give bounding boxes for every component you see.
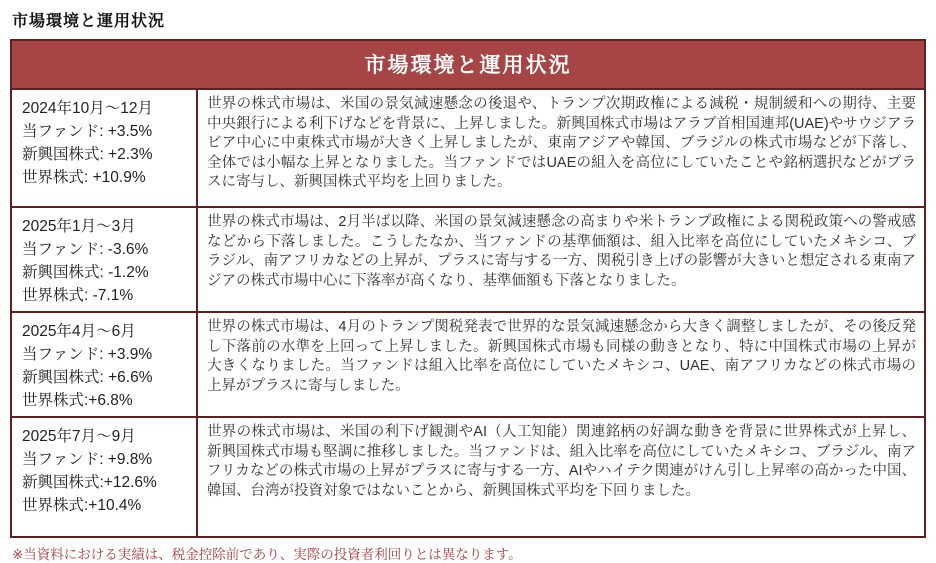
- period-label: 2025年7月～9月: [22, 428, 136, 445]
- commentary-text: 世界の株式市場は、米国の景気減速懸念の後退や、トランプ次期政権による減税・規制緩和への期待、主要中央銀行による利下げなどを背景に、上昇しました。新興国株式市場はアラブ首相国連邦(UAE)やサウジアラビア中心に中東株式市場が大きく上昇しましたが、東南アジアや韓国、ブラジルの株式市場などが下落し、全体では小幅な上昇となりました。当ファンドではUAEの組入を高位にしていたことや銘柄選択などがプラスに寄与し、新興国株式平均を上回りました。: [207, 96, 916, 190]
- commentary-text: 世界の株式市場は、米国の利下げ観測やAI（人工知能）関連銘柄の好調な動きを背景に世界株式が上昇し、新興国株式市場も堅調に推移しました。当ファンドは、組入比率を高位にしていたメキシコ、ブラジル、南アフリカなどの株式市場の上昇がプラスに寄与する一方、AIやハイテク関連がけん引し上昇率の高かった中国、韓国、台湾が投資対象ではないことから、新興国株式平均を下回りました。: [207, 424, 916, 499]
- table-row: [12, 208, 924, 313]
- period-summary-cell: [12, 90, 198, 206]
- fund-return: 当ファンド: +9.8%: [22, 451, 153, 468]
- period-label: 2024年10月～12月: [22, 100, 153, 117]
- period-summary-cell: [12, 313, 198, 416]
- world-return: 世界株式: -7.1%: [22, 287, 134, 304]
- emerging-return: 新興国株式: +2.3%: [22, 146, 153, 163]
- commentary-text: 世界の株式市場は、2月半ば以降、米国の景気減速懸念の高まりや米トランプ政権による関税政策への警戒感などから下落しました。こうしたなか、当ファンドの基準価額は、組入比率を高位にしていたメキシコ、ブラジル、南アフリカなどの上昇が、プラスに寄与する一方、関税引き上げの影響が大きいと想定される東南アジアの株式市場中心に下落率が高くなり、基準価額も下落となりました。: [207, 214, 916, 289]
- emerging-return: 新興国株式:+12.6%: [22, 474, 157, 491]
- table-header-title: 市場環境と運用状況: [12, 41, 924, 90]
- emerging-return: 新興国株式: -1.2%: [22, 264, 149, 281]
- fund-return: 当ファンド: -3.6%: [22, 241, 149, 258]
- table-row: [12, 313, 924, 418]
- period-label: 2025年4月～6月: [22, 323, 136, 340]
- commentary-text: 世界の株式市場は、4月のトランプ関税発表で世界的な景気減速懸念から大きく調整しましたが、その後反発し下落前の水準を上回って上昇しました。新興国株式市場も同様の動きとなり、特に中国株式市場の上昇が大きくなりました。当ファンドは組入比率を高位にしていたメキシコ、UAE、南アフリカなどの株式市場の上昇がプラスに寄与しました。: [207, 319, 916, 394]
- period-label: 2025年1月～3月: [22, 218, 136, 235]
- period-summary-cell: [12, 418, 198, 536]
- period-summary-cell: [12, 208, 198, 311]
- footnote: ※当資料における実績は、税金控除前であり、実際の投資者利回りとは異なります。: [12, 547, 522, 562]
- fund-return: 当ファンド: +3.5%: [22, 123, 153, 140]
- world-return: 世界株式: +10.9%: [22, 169, 146, 186]
- market-report-table: [10, 39, 926, 538]
- world-return: 世界株式:+10.4%: [22, 497, 142, 514]
- table-row: [12, 418, 924, 536]
- world-return: 世界株式:+6.8%: [22, 392, 133, 409]
- table-row: [12, 90, 924, 208]
- emerging-return: 新興国株式: +6.6%: [22, 369, 153, 386]
- fund-return: 当ファンド: +3.9%: [22, 346, 153, 363]
- page-title: 市場環境と運用状況: [12, 13, 166, 30]
